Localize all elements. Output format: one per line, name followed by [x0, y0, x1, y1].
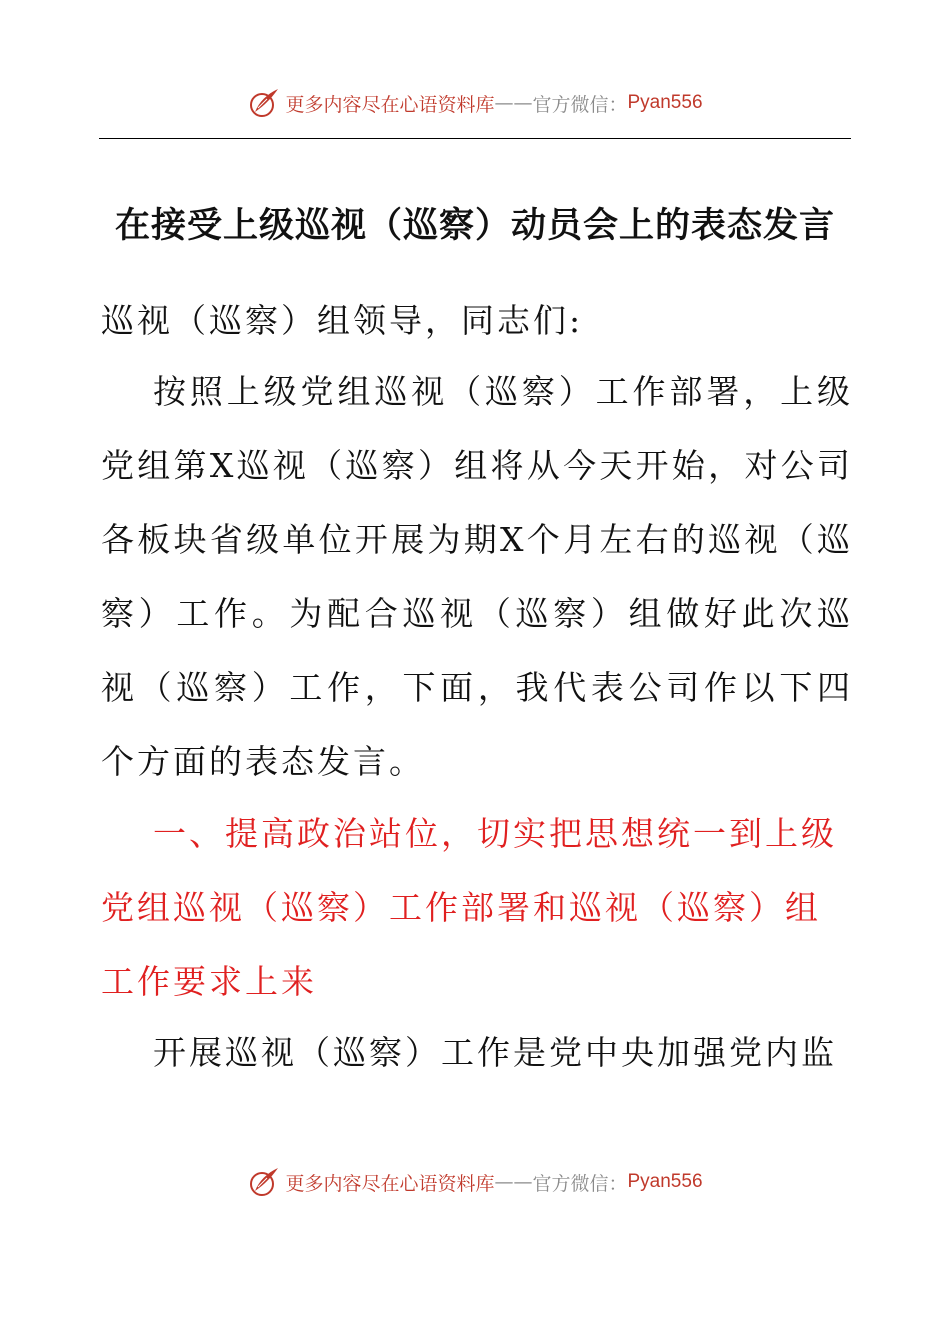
section-heading-1: 一、提高政治站位，切实把思想统一到上级党组巡视（巡察）工作部署和巡视（巡察）组工作要求上来 — [101, 814, 837, 1001]
banner-wechat-id: Pyan556 — [627, 1171, 703, 1192]
header-divider — [99, 138, 851, 139]
footer-banner — [0, 1165, 950, 1199]
banner-wechat-id: Pyan556 — [627, 92, 703, 113]
body-paragraph-2: 开展巡视（巡察）工作是党中央加强党内监 — [153, 1033, 837, 1072]
banner-wechat-label: 官方微信： — [532, 93, 628, 116]
quill-logo-icon — [247, 86, 281, 120]
body-paragraph-1: 按照上级党组巡视（巡察）工作部署，上级党组第X巡视（巡察）组将从今天开始，对公司各板块省级单位开展为期X个月左右的巡视（巡察）工作。为配合巡视（巡察）组做好此次巡视（巡察）工作，下面，我代表公司作以下四个方面的表态发言。 — [101, 372, 853, 781]
document-title: 在接受上级巡视（巡察）动员会上的表态发言 — [114, 206, 835, 246]
banner-main-text: 更多内容尽在心语资料库 — [285, 1172, 495, 1195]
salutation: 巡视（巡察）组领导，同志们: — [101, 301, 584, 340]
quill-logo-icon — [247, 1165, 281, 1199]
banner-separator: —— — [494, 92, 533, 114]
banner-separator: —— — [494, 1171, 533, 1193]
banner-main-text: 更多内容尽在心语资料库 — [285, 93, 495, 116]
header-banner — [0, 86, 950, 120]
banner-wechat-label: 官方微信： — [532, 1172, 628, 1195]
